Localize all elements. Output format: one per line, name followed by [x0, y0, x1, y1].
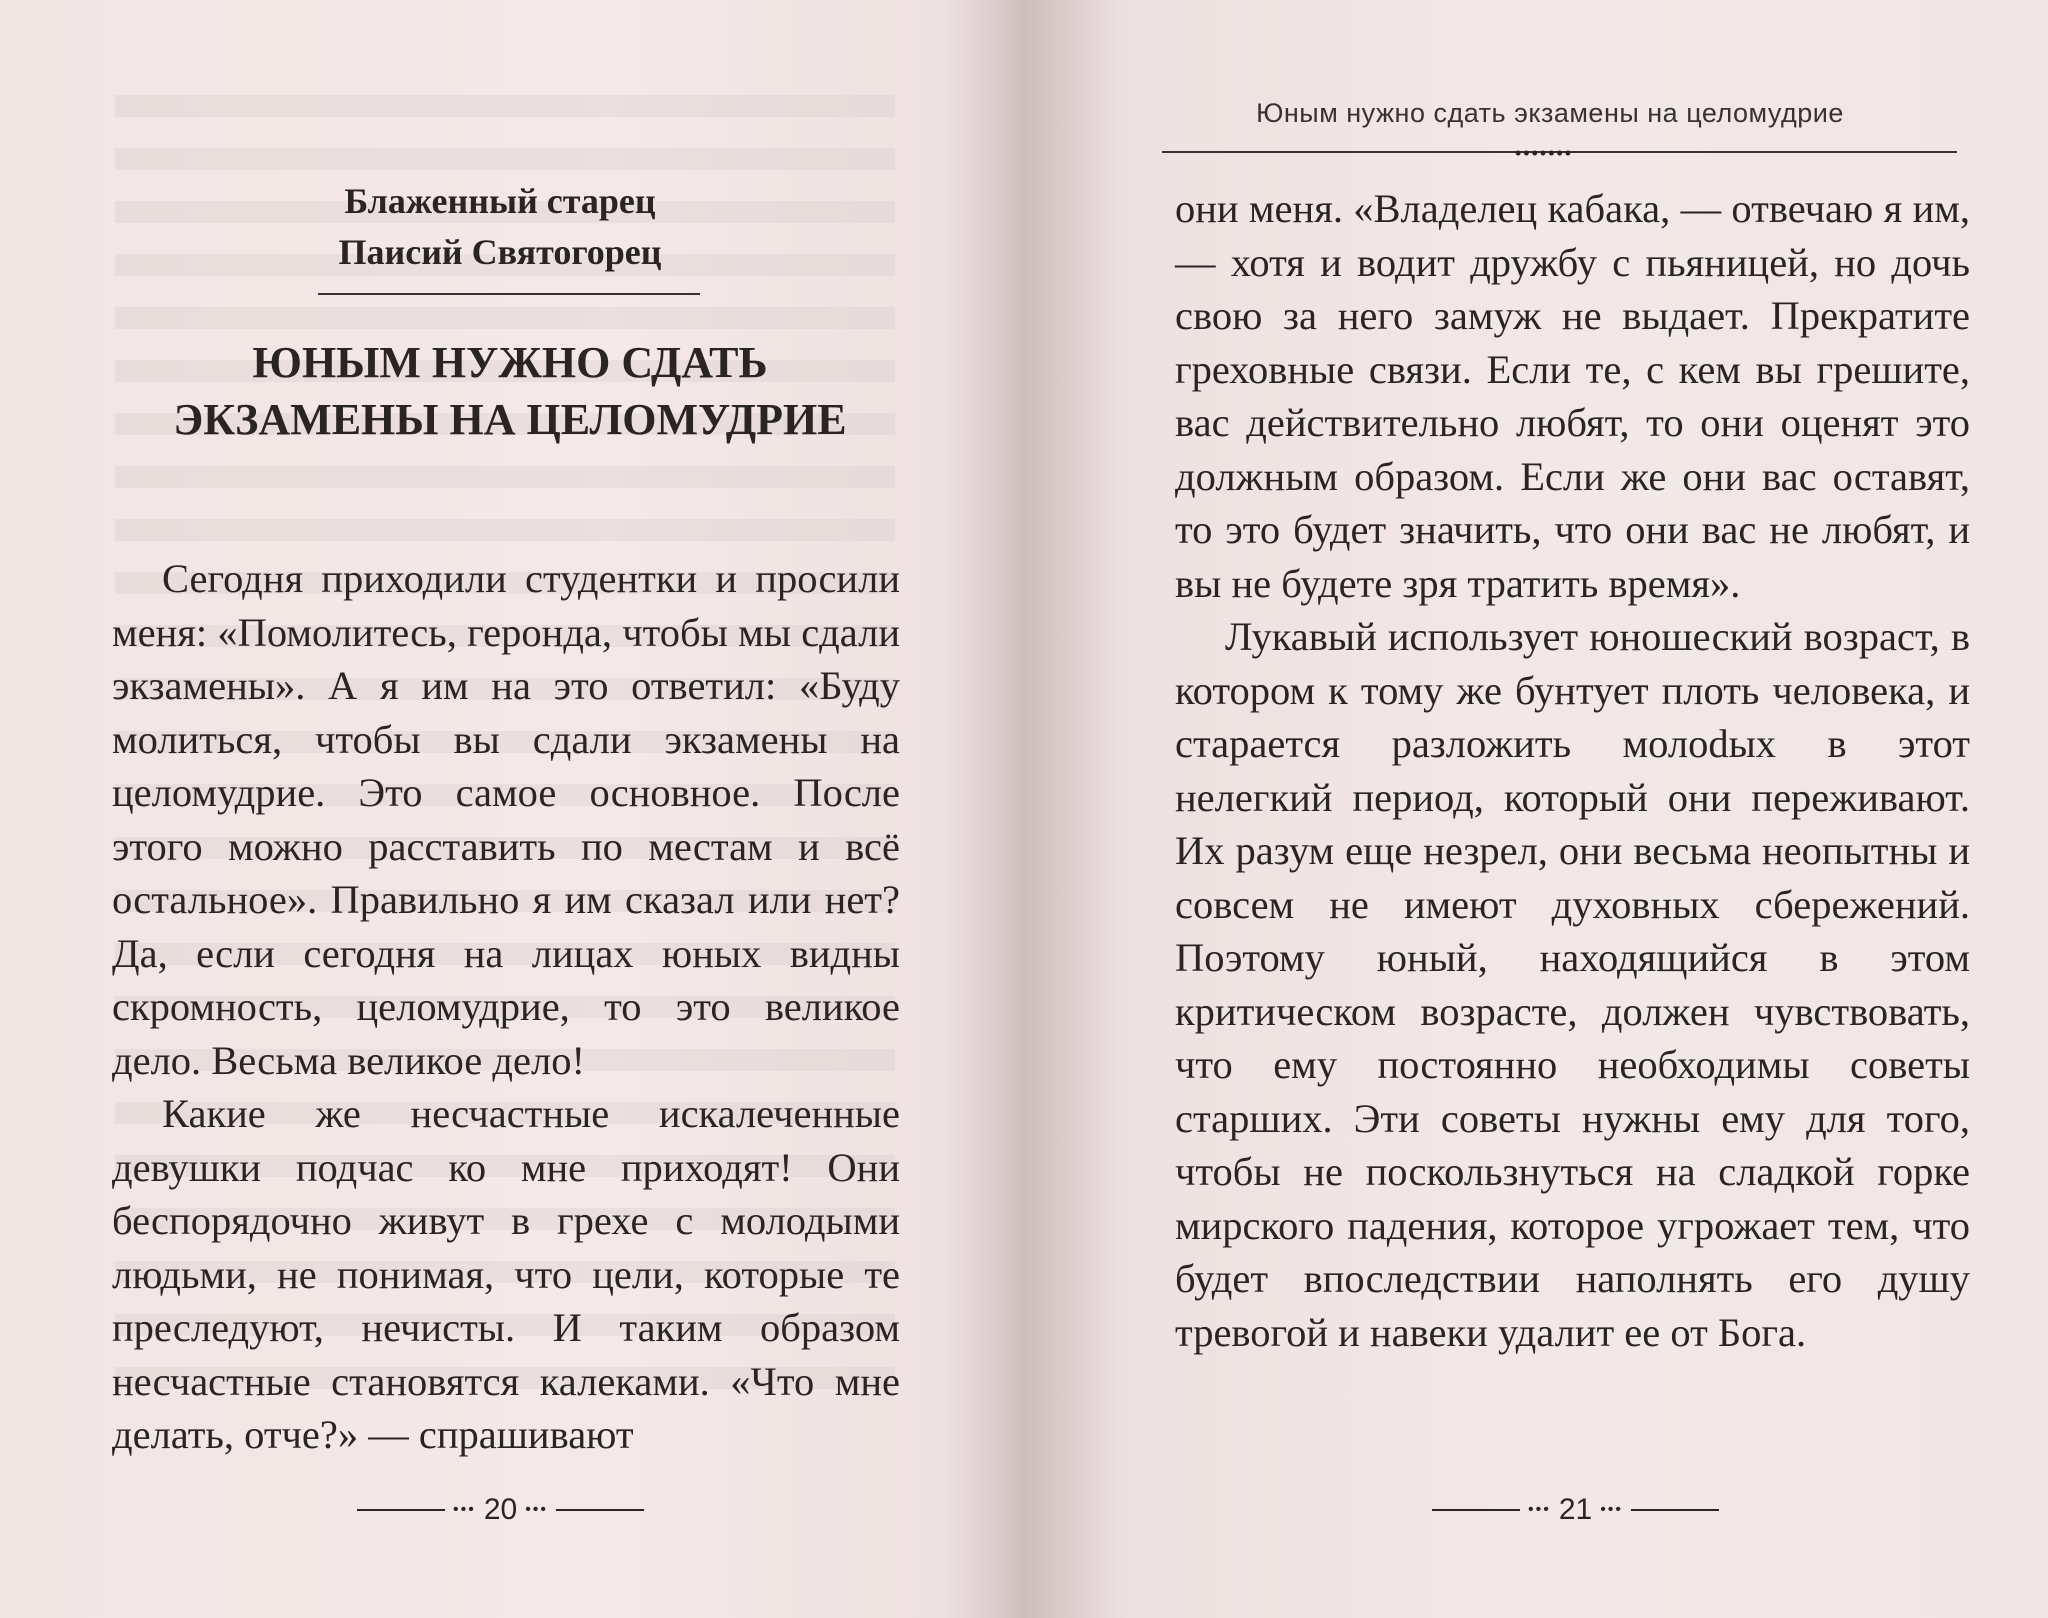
left-body-text	[112, 552, 900, 1462]
folio-dots: •••	[525, 1501, 548, 1518]
byline-line-2: Паисий Святогорец	[338, 232, 662, 272]
folio-rule	[357, 1509, 445, 1511]
folio-dots: •••	[1528, 1501, 1551, 1518]
running-head: Юным нужно сдать экзамены на целомудрие	[1256, 98, 1844, 128]
folio-dots: •••	[453, 1501, 476, 1518]
author-byline	[230, 176, 770, 278]
right-page	[1010, 0, 2048, 1618]
folio-dots: •••	[1600, 1501, 1623, 1518]
byline-line-1: Блаженный старец	[344, 181, 656, 221]
paragraph: они меня. «Владелец кабака, — отвечаю я им, — хотя и водит дружбу с пьяницей, но дочь свою за него замуж не выдает. Прекратите греховные связи. Если те, с кем вы грешите, вас действительно любят, то они оценят это должным образом. Если же они вас оставят, то это будет значить, что они вас не любят, и вы не будете зря тратить время».	[1175, 186, 1970, 606]
left-page	[0, 0, 1010, 1618]
paragraph: Какие же несчастные искалеченные девушки подчас ко мне приходят! Они беспорядочно живут в грехе с молодыми людьми, не понимая, что цели, которые те преследуют, нечисты. И таким образом несчастные становятся калеками. «Что мне делать, отче?» — спрашивают	[112, 1091, 900, 1457]
folio-rule	[556, 1509, 644, 1511]
paragraph: Сегодня приходили студентки и просили меня: «Помолитесь, геронда, чтобы мы сдали экзамены». А я им на это ответил: «Буду молиться, чтобы вы сдали экзамены на целомудрие. Это самое основное. После этого можно расставить по местам и всё остальное». Правильно я им сказал или нет? Да, если сегодня на лицах юных видны скромность, целомудрие, то это великое дело. Весьма великое дело!	[112, 556, 900, 1083]
folio-rule	[1432, 1509, 1520, 1511]
page-number-right	[1432, 1493, 1719, 1527]
page-number-left	[357, 1493, 644, 1527]
right-body-text	[1175, 182, 1970, 1359]
running-head-ornament: •••••••	[1515, 143, 1574, 163]
byline-rule	[318, 293, 700, 295]
title-line-2: ЭКЗАМЕНЫ НА ЦЕЛОМУДРИЕ	[173, 395, 847, 444]
folio-rule	[1631, 1509, 1719, 1511]
paragraph: Лукавый использует юношеский возраст, в котором к тому же бунтует плоть человека, и старается разложить молоdых в этот нелегкий период, который они переживают. Их разум еще незрел, они весьма неопытны и совсем не имеют духовных сбережений. Поэтому юный, находящийся в этом критическом возрасте, должен чувствовать, что ему постоянно необходимы советы старших. Эти советы нужны ему для того, чтобы не поскользнуться на сладкой горке мирского падения, которое угрожает тем, что будет впоследствии наполнять его душу тревогой и навеки удалит ее от Бога.	[1175, 614, 1970, 1355]
title-line-1: ЮНЫМ НУЖНО СДАТЬ	[252, 338, 768, 387]
article-title	[120, 334, 900, 448]
page-number: 21	[1558, 1493, 1593, 1526]
page-number: 20	[483, 1493, 518, 1526]
